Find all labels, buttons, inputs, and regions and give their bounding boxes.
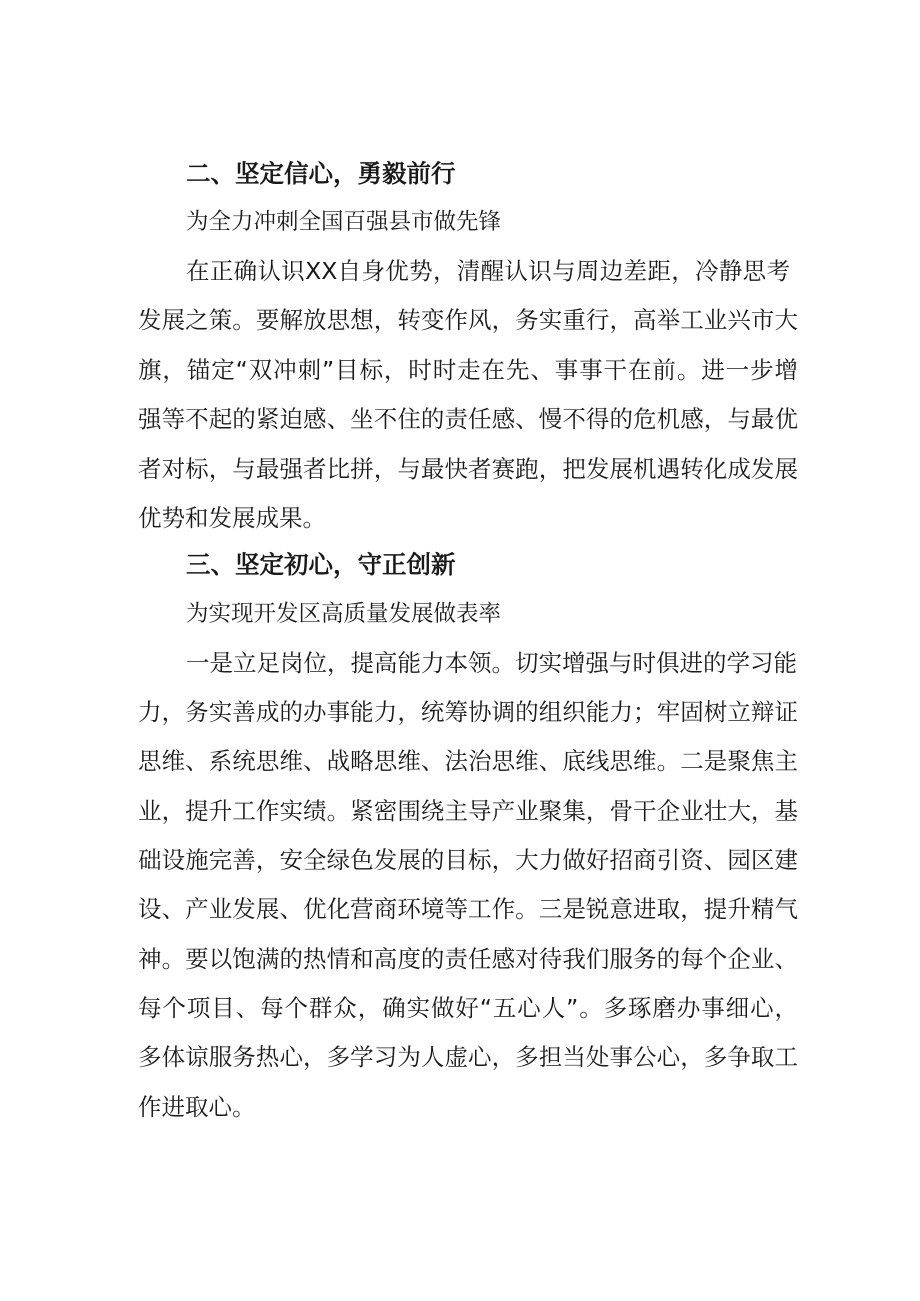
paragraph-line: 优势和发展成果。 — [138, 504, 326, 532]
section-subheading-3: 为实现开发区高质量发展做表率 — [186, 601, 502, 627]
paragraph-line: 一是立足岗位，提高能力本领。切实增强与时俱进的学习能 — [186, 649, 797, 677]
paragraph-line: 思维、系统思维、战略思维、法治思维、底线思维。二是聚焦主 — [138, 747, 798, 775]
section-heading-2: 二、坚定信心，勇毅前行 — [186, 159, 456, 188]
paragraph-line: 每个项目、每个群众，确实做好“五心人”。多琢磨办事细心， — [138, 994, 798, 1022]
paragraph-line: 神。要以饱满的热情和高度的责任感对待我们服务的每个企业、 — [138, 945, 798, 973]
section-heading-3: 三、坚定初心，守正创新 — [186, 550, 456, 579]
paragraph-line: 力，务实善成的办事能力，统筹协调的组织能力；牢固树立辩证 — [138, 698, 798, 726]
paragraph-line: 在正确认识XX自身优势，清醒认识与周边差距，冷静思考 — [186, 257, 790, 285]
paragraph-line: 多体谅服务热心，多学习为人虚心，多担当处事公心，多争取工 — [138, 1043, 798, 1071]
paragraph-line: 设、产业发展、优化营商环境等工作。三是锐意进取，提升精气 — [138, 895, 798, 923]
paragraph-line: 强等不起的紧迫感、坐不住的责任感、慢不得的危机感，与最优 — [138, 405, 798, 433]
paragraph-line: 旗，锚定“双冲刺”目标，时时走在先、事事干在前。进一步增 — [138, 356, 798, 384]
paragraph-line: 作进取心。 — [138, 1093, 256, 1121]
paragraph-line: 业，提升工作实绩。紧密围绕主导产业聚集，骨干企业壮大，基 — [138, 797, 798, 825]
paragraph-line: 发展之策。要解放思想，转变作风，务实重行，高举工业兴市大 — [138, 306, 798, 334]
section-subheading-2: 为全力冲刺全国百强县市做先锋 — [186, 209, 502, 235]
paragraph-line: 者对标，与最强者比拼，与最快者赛跑，把发展机遇转化成发展 — [138, 455, 798, 483]
paragraph-line: 础设施完善，安全绿色发展的目标，大力做好招商引资、园区建 — [138, 846, 798, 874]
